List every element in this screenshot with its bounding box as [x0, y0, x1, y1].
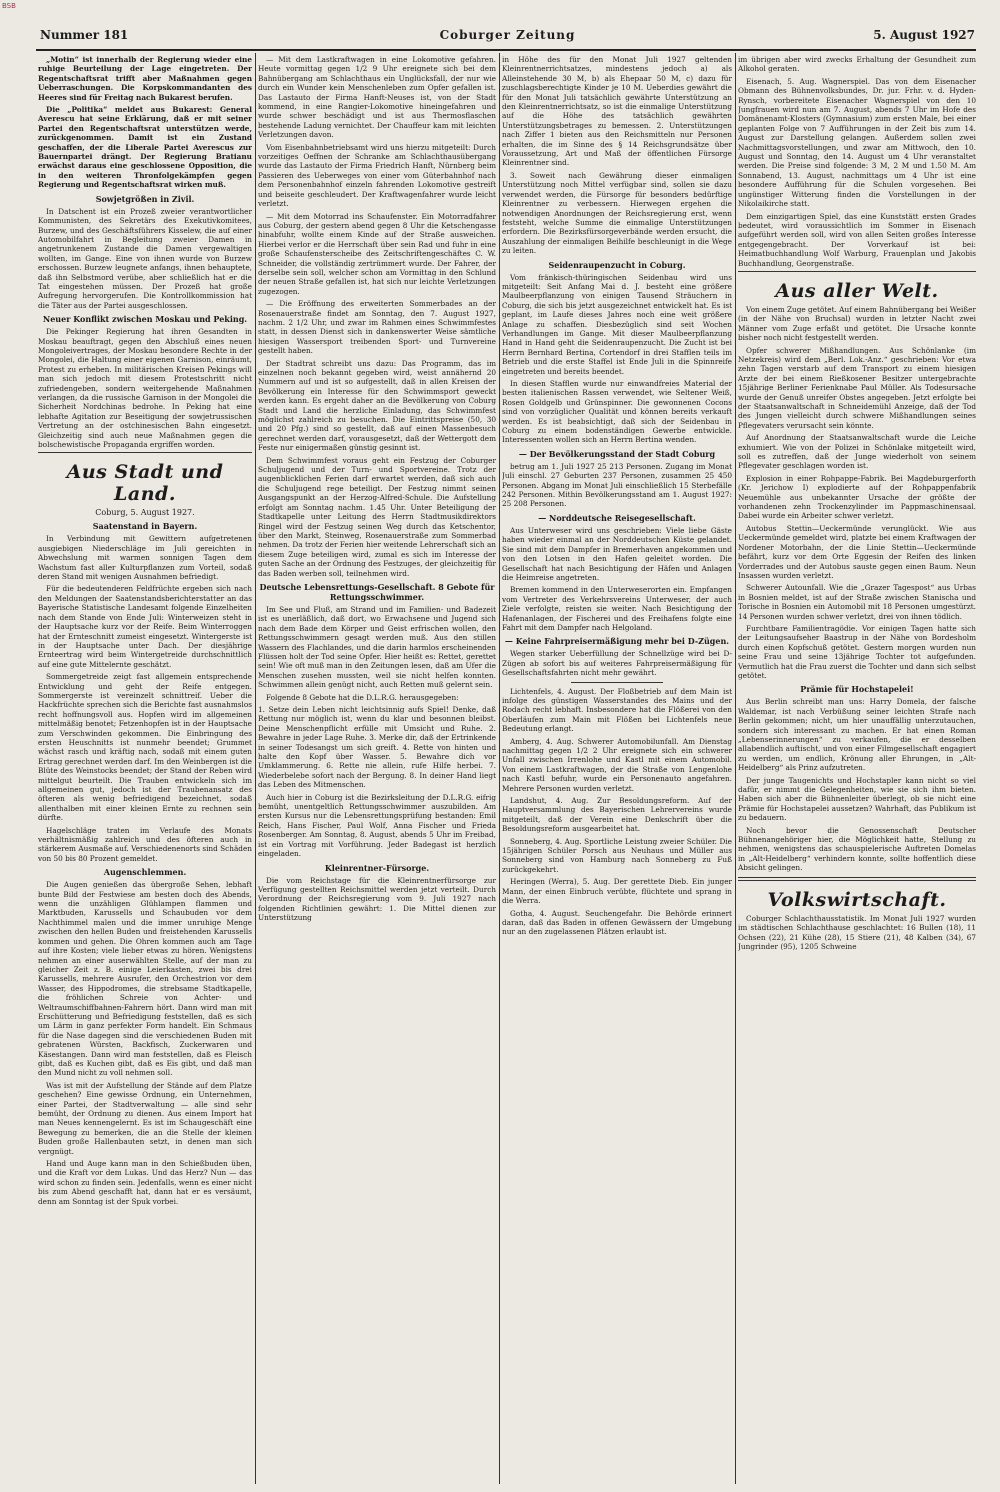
article-paragraph: Von einem Zuge getötet. Auf einem Bahnübergang bei Weißer (in der Nähe von Bruchsal) wurden in letzter Nacht zwei Männer vom Zuge erfaßt und getötet. Die Ursache konnte bisher noch nicht festgestellt werden. — [738, 304, 976, 343]
dateline: Coburg, 5. August 1927. — [95, 508, 195, 518]
column-4 — [738, 55, 976, 1482]
section-heading: Aus aller Welt. — [775, 279, 939, 302]
article-paragraph: Vom fränkisch-thüringischen Seidenbau wird uns mitgeteilt: Seit Anfang Mai d. J. besteht eine größere Maulbeerpflanzung von einigen Tausend Sträuchern in Coburg, die sich bis jetzt ausgezeichnet entwickelt hat. Es ist geplant, im Laufe dieses Jahres noch eine weit größere Anlage zu schaffen. Diesbezüglich sind seit Wochen Verhandlungen im Gange. Mit dieser Maulbeerpflanzung Hand in Hand geht die Seidenraupenzucht. Die Zucht ist bei Herrn Bernhard Bertina, Cortendorf in drei Stafflen teils im Betrieb und die erste Staffel ist Ende Juli in die Spinnreife eingetreten und bereits beendet. — [502, 272, 732, 376]
article-heading: Seidenraupenzucht in Coburg. — [548, 259, 686, 270]
article-paragraph: In diesen Stafflen wurde nur einwandfreies Material der besten italienischen Rassen verwendet, wie Seltener Weiß, Rosen Goldgelb und Grünspinner. Die gewonnenen Cocons sind von vorzüglicher Qualität und können bereits verkauft werden. Es ist beabsichtigt, daß sich der Seidenbau in Coburg zu einem bodenständigen Gewerbe entwickle. Interessenten wollen sich an Herrn Bertina wenden. — [502, 379, 732, 445]
article-paragraph: Autobus Stettin—Ueckermünde verunglückt. Wie aus Ueckermünde gemeldet wird, platzte bei einem Kraftwagen der Nordener Motorbahn, der die Linie Stettin—Ueckermünde befährt, kurz vor dem Orte Eggesin der Reifen des linken Vorderrades und der Autobus sauste gegen einen Baum. Neun Insassen wurden verletzt. — [738, 523, 976, 580]
article-paragraph: Auf Anordnung der Staatsanwaltschaft wurde die Leiche exhumiert. Wie von der Polizei in Schönlake mitgeteilt wird, soll es zutreffen, daß der Junge wiederholt von seinem Pflegevater geschlagen worden ist. — [738, 433, 976, 471]
article-heading: Sowjetgrößen in Zivil. — [95, 193, 195, 204]
article-paragraph: Die Pekinger Regierung hat ihren Gesandten in Moskau beauftragt, gegen den Abschluß eines neuen Mongoleivertrages, der Moskau besondere Rechte in der Mongolei, die Haltung einer eigenen Garnison, einräumt, Protest zu erheben. In militärischen Kreisen Pekings will man sich jedoch mit diesem Protestschritt nicht zufriedengeben, sondern weitergehende Maßnahmen verlangen, da die russische Garnison in der Mongolei die Sicherheit Nordchinas bedrohe. In Peking hat eine lebhafte Agitation zur Beseitigung der sowjetrussischen Vertretung an der ostchinesischen Bahn eingesetzt. Gleichzeitig sind auch neue Maßnahmen gegen die bolschewistische Propaganda ergriffen worden. — [38, 327, 252, 450]
article-paragraph: Coburger Schlachthausstatistik. Im Monat Juli 1927 wurden im städtischen Schlachthause geschlachtet: 16 Bullen (18), 11 Ochsen (22), 21 Kühe (28), 15 Stiere (21), 48 Kalben (34), 67 Jungrinder (95), 1205 Schweine — [738, 913, 976, 951]
section-rule — [38, 452, 252, 453]
article-paragraph: 1. Setze dein Leben nicht leichtsinnig aufs Spiel! Denke, daß Rettung nur möglich ist, wenn du klar und besonnen bleibst. Deine Menschenpflicht erfülle mit Umsicht und Ruhe. 2. Bewahre in jeder Lage Ruhe. 3. Merke dir, daß der Ertrinkende in seiner Todesangst um sich greift. 4. Rette von hinten und halte den Kopf über Wasser. 5. Bewahre dich vor Umklammerung. 6. Rette nie allein, rufe Hilfe herbei. 7. Wiederbelebe sofort nach der Bergung. 8. In deiner Hand liegt das Leben des Mitmenschen. — [258, 705, 496, 790]
article-heading: Augenschlemmen. — [103, 867, 187, 878]
newspaper-title: Coburger Zeitung — [439, 28, 576, 42]
article-heading: — Der Bevölkerungsstand der Stadt Coburg — [518, 448, 716, 459]
article-paragraph: Auch hier in Coburg ist die Bezirksleitung der D.L.R.G. eifrig bemüht, unentgeltlich Rettungsschwimmer auszubilden. Am ersten Kursus nur die Lebensrettungsprüfung bestanden: Emil Reich, Hans Fischer, Paul Wolf, Anna Fischer und Frieda Rosenberger. Am Sonntag, 8. August, abends 5 Uhr im Freibad, ist ein Vortrag mit Vorführung. Jeder Badegast ist herzlich eingeladen. — [258, 792, 496, 859]
article-paragraph: Dem Schwimmfest voraus geht ein Festzug der Coburger Schuljugend und der Turn- und Sportvereine. Trotz der augenblicklichen Ferien darf erwartet werden, daß sich auch die Schuljugend rege beteiligt. Der Festzug nimmt seinen Ausgangspunkt an der Herzog-Alfred-Schule. Die Aufstellung erfolgt am Sonntag nachm. 1.45 Uhr. Unter Beteiligung der Stadtkapelle unter Leitung des Herrn Stadtmusikdirektors Ringel wird der Festzug seinen Weg durch das Ketschentor, über den Markt, Steinweg, Rosenauerstraße zum Sommerbad nehmen. Da trotz der Ferien hier weitende Lehrerschaft sich an diesem Zuge beteiligen wird, zumal es sich im Interesse der guten Sache an der Ordnung des Festzuges, der gleichzeitig für das Baden werben soll, teilnehmen wird. — [258, 455, 496, 578]
article-paragraph: Noch bevor die Genossenschaft Deutscher Bühnenangehöriger hier, die Möglichkeit hatte, Stellung zu nehmen, wenigstens das schauspielerische Auftreten Domelas in „Alt-Heidelberg“ verhindern konnte, sollte hoffentlich diese Absicht gelingen. — [738, 825, 976, 873]
column-divider — [499, 53, 500, 1484]
article-paragraph: In Verbindung mit Gewittern aufgetretenen ausgiebigen Niederschläge im Juli gereichten in Abwechslung mit warmen sonnigen Tagen dem Wachstum fast aller Kulturpflanzen zum Vorteil, sodaß deren Stand mit wenigen Ausnahmen befriedigt. — [38, 534, 252, 582]
section-rule — [738, 271, 976, 272]
article-paragraph: im übrigen aber wird zwecks Erhaltung der Gesundheit zum Alkohol geraten. — [738, 55, 976, 74]
article-heading: Prämie für Hochstapelei! — [800, 684, 914, 695]
article-paragraph: Sonneberg, 4. Aug. Sportliche Leistung zweier Schüler. Die 15jährigen Schüler Porsch aus Neuhaus und Müller aus Sonneberg sind von Hamburg nach Sonneberg zu Fuß zurückgekehrt. — [502, 836, 732, 874]
article-paragraph: In Datschent ist ein Prozeß zweier verantwortlicher Kommunisten, des Sekretärs des Exekutivkomitees, Burzew, und des Geschäftsführers Kisselew, die auf einer Automobilfahrt in Begleitung zweier Damen in angetrunkenem Zustande die Damen vergewaltigen wollten, im Gange. Eine von ihnen wurde von Burzew erschossen. Burzew leugnete anfangs, ihnen behauptete, daß ihn Selbstmord verübe, aber schließlich hat er die Tat eingestehen müssen. Der Prozeß hat große Aufregung hervorgerufen. Die Kontrollkommission hat die Täter aus der Partei ausgeschlossen. — [38, 206, 252, 310]
article-paragraph: Der junge Taugenichts und Hochstapler kann nicht so viel dafür, er nimmt die Gelegenheiten, wie sie sich ihm bieten. Haben sich aber die Bühnenleiter überlegt, ob sie nicht eine Prämie für Hochstapelei aussetzen? Wahrhaft, das Publikum ist zu bedauern. — [738, 775, 976, 823]
article-paragraph: Bremen kommend in den Unterweserorten ein. Empfangen vom Vertreter des Verkehrsvereins Unterweser, der auch Ziele verfolgte, reisten sie weiter. Nach Besichtigung der Hafenanlagen, der Fischerei und des Freihafens folgte eine Fahrt mit dem Dampfer nach Helgoland. — [502, 585, 732, 632]
article-paragraph: Gotha, 4. August. Seuchengefahr. Die Behörde erinnert daran, daß das Baden in offenen Gewässern der Umgebung nur an den zugelassenen Plätzen erlaubt ist. — [502, 908, 732, 937]
article-paragraph: — Die Eröffnung des erweiterten Sommerbades an der Rosenauerstraße findet am Sonntag, den 7. August 1927, nachm. 2 1/2 Uhr, und zwar im Rahmen eines Schwimmfestes statt, in dessen Dienst sich in dankenswerter Weise sämtliche hiesigen Wassersport treibenden Sport- und Turnvereine gestellt haben. — [258, 299, 496, 356]
separator — [571, 682, 663, 683]
section-heading: Aus Stadt und Land. — [66, 461, 224, 506]
masthead — [40, 28, 975, 48]
article-paragraph: Explosion in einer Rohpappe-Fabrik. Bei Magdeburgerforth (Kr. Jerichow I) explodierte auf der Rohpappenfabrik Neuemühle aus unbekannter Ursache der größte der vorhandenen zehn Trockenzylinder im Pappmaschinensaal. Dabei wurde ein Arbeiter schwer verletzt. — [738, 473, 976, 521]
column-1 — [38, 55, 252, 1482]
column-3 — [502, 55, 732, 1482]
article-paragraph: Hand und Auge kann man in den Schießbuden üben, und die Kraft vor dem Lukas. Und das Herz? Nun — das wird schon zu finden sein. Jedenfalls, wenn es einer nicht bis zum Abend geschafft hat, dann hat er es versäumt, denn am Sonntag ist der Spuk vorbei. — [38, 1159, 252, 1206]
article-paragraph: Opfer schwerer Mißhandlungen. Aus Schönlanke (im Netzekreis) wird dem „Berl. Lok.-Anz.“ geschrieben: Vor etwa zehn Tagen verstarb auf dem Transport zu einem hiesigen Arzte der bei einem Rießkosener Besitzer untergebrachte 15jährige Berliner Ferienknabe Paul Müller. Als Todesursache wurde der Genuß unreifer Obstes angegeben. Jetzt erfolgte bei der Staatsanwaltschaft in Schneidemühl Anzeige, daß der Tod des Jungen vielleicht durch schwere Mißhandlungen seines Pflegevaters verursacht sein könnte. — [738, 345, 976, 430]
article-paragraph: Wegen starker Ueberfüllung der Schnellzüge wird bei D-Zügen ab sofort bis auf weiteres Fahrpreisermäßigung für Gesellschaftsfahrten nicht mehr gewährt. — [502, 649, 732, 678]
article-paragraph: Vom Eisenbahnbetriebsamt wird uns hierzu mitgeteilt: Durch vorzeitiges Oeffnen der Schranke am Schlachthausübergang wurde das Lastauto der Firma Friedrich Hanft, Nürnberg beim Passieren des Ueberweges von einer vom Güterbahnhof nach dem Personenbahnhof einzeln fahrenden Lokomotive gestreift und beiseite geschleudert. Der Kraftwagenfahrer wurde leicht verletzt. — [258, 142, 496, 209]
article-paragraph: Schwerer Autounfall. Wie die „Grazer Tagespost“ aus Urbas in Bosnien meldet, ist auf der Straße zwischen Stanischa und Torische in Bosnien ein Automobil mit 18 Personen umgestürzt. 14 Personen wurden schwer verletzt, drei von ihnen tödlich. — [738, 583, 976, 621]
column-2 — [258, 55, 496, 1482]
article-heading: Saatenstand in Bayern. — [92, 521, 198, 532]
article-paragraph: Landshut, 4. Aug. Zur Besoldungsreform. Auf der Hauptversammlung des Bayerischen Lehrervereins wurde mitgeteilt, daß der Verein eine Denkschrift über die Besoldungsreform ausgearbeitet hat. — [502, 796, 732, 834]
section-heading: Volkswirtschaft. — [767, 888, 947, 911]
article-heading: Neuer Konflikt zwischen Moskau und Peking. — [42, 314, 248, 325]
article-paragraph: Aus Berlin schreibt man uns: Harry Domela, der falsche Waldemar, ist nach Verbüßung seiner leichten Strafe nach Berlin gekommen; nicht, um hier unauffällig unterzutauchen, sondern sich interessant zu machen. Er hat einen Roman „Lebenserinnerungen“ zu verkaufen, die er desselben allabendlich auftischt, und von einer Filmgesellschaft engagiert zu werden, um endlich, Krönung aller Ehrungen, in „Alt-Heidelberg“ als Prinz aufzutreten. — [738, 697, 976, 773]
article-heading: Deutsche Lebensrettungs-Gesellschaft. 8 Gebote für Rettungsschwimmer. — [259, 581, 495, 602]
column-divider — [735, 53, 736, 1484]
article-paragraph: Die „Politika“ meldet aus Bukarest: General Averescu hat seine Erklärung, daß er mit seiner Partei den Regentschaftsrat unterstützen werde, zurückgenommen. Damit ist ein Zustand geschaffen, der die Liberale Partei Averescus zur Bauernpartei drängt. Der Regierung Bratianu erwächst daraus eine geschlossene Opposition, die in den weiteren Thronfolgekämpfen gegen Regierung und Regentschaftsrat wirken muß. — [38, 105, 252, 190]
column-divider — [255, 53, 256, 1484]
article-paragraph: Aus Unterweser wird uns geschrieben: Viele liebe Gäste haben wieder einmal an der Norddeutschen Küste gelandet. Sie sind mit dem Dampfer in Bremerhaven angekommen und von den Lotsen in den Hafen geleitet worden. Die Gesellschaft hat nach Besichtigung der Häfen und Anlagen die Heimreise angetreten. — [502, 525, 732, 582]
section-rule — [738, 877, 976, 881]
article-heading: — Norddeutsche Reisegesellschaft. — [538, 512, 696, 523]
article-paragraph: Die vom Reichstage für die Kleinrentnerfürsorge zur Verfügung gestellten Reichsmittel werden jetzt verteilt. Durch Verordnung der Reichsregierung vom 9. Juli 1927 nach folgenden Richtlinien gewährt: 1. Die Mittel dienen zur Unterstützung — [258, 875, 496, 923]
article-paragraph: Dem einzigartigen Spiel, das eine Kunststätt ersten Grades bedeutet, wird voraussichtlich im Sommer in Eisenach aufgeführt werden soll, wird von allen Seiten großes Interesse entgegengebracht. Der Vorverkauf ist bei: Heimatbuchhandlung Wolf Warburg, Frauenplan und Jakobis Buchhandlung, Georgenstraße. — [738, 211, 976, 268]
article-paragraph: Furchtbare Familientragödie. Vor einigen Tagen hatte sich der Leitungsaufseher Baastrup in der Nähe von Bordesholm durch einen Kopfschuß getötet. Gestern morgen wurden nun seine Frau und seine 13jährige Tochter tot aufgefunden. Vermutlich hat die Frau zuerst die Tochter und dann sich selbst getötet. — [738, 623, 976, 680]
article-paragraph: Im See und Fluß, am Strand und im Familien- und Badezeit ist es unerläßlich, daß dort, wo Erwachsene und Jugend sich nach dem Bade dem Körper und Geist erfrischen wollen, den Rettungsschwimmern gesagt werden muß. Aus den stillen Wassern des Flachlandes, und die darin harmlos erscheinenden Flüssen holt der Tod seine Opfer. Hier heißt es: Rettet, gerettet sein! Wie oft muß man in den Zeitungen lesen, daß am Ufer die Menschen zusehen mussten, weil sie nicht helfen konnten. Schwimmen allein genügt nicht, auch Retten muß gelernt sein. — [258, 604, 496, 690]
article-heading: Kleinrentner-Fürsorge. — [324, 862, 430, 873]
article-paragraph: Lichtenfels, 4. August. Der Floßbetrieb auf dem Main ist infolge des günstigen Wasserstandes des Mains und der Rodach recht lebhaft. Insbesondere hat die Flößerei von den Oberläufen zum Main mit Flößen bei Lichtenfels neue Bedeutung erlangt. — [502, 686, 732, 734]
article-paragraph: „Motin“ ist innerhalb der Regierung wieder eine ruhige Beurteilung der Lage eingetreten. Der Regentschaftsrat trifft aber Maßnahmen gegen Ueberraschungen. Die Korpskommandanten des Heeres sind für Freitag nach Bukarest berufen. — [38, 55, 252, 102]
article-paragraph: Was ist mit der Aufstellung der Stände auf dem Platze geschehen? Eine gewisse Ordnung, ein Unternehmen, einer Partei, der Stadtverwaltung — alle sind sehr bemüht, der Ordnung zu dienen. Aus einem Import hat man Neues kennengelernt. Es ist im Schaugeschäft eine Bewegung zu bemerken, die an die Stelle der kleinen Buden große Hallenbauten setzt, in denen man sich vergnügt. — [38, 1080, 252, 1156]
article-paragraph: — Mit dem Lastkraftwagen in eine Lokomotive gefahren. Heute vormittag gegen 1/2 9 Uhr ereignete sich bei dem Bahnübergang am Schlachthaus ein Unglücksfall, der nur wie durch ein Wunder kein Menschenleben zum Opfer gefallen ist. Das Lastauto der Firma Hanft-Neuses ist, von der Stadt kommend, in eine Rangier-Lokomotive hineingefahren und wurde schwer beschädigt und ist aus Thermosflaschen bestehende Ladung vernichtet. Der Chauffeur kam mit leichten Verletzungen davon. — [258, 55, 496, 140]
issue-number: Nummer 181 — [40, 28, 129, 42]
masthead-rule — [36, 49, 976, 51]
article-paragraph: 3. Soweit nach Gewährung dieser einmaligen Unterstützung noch Mittel verfügbar sind, sollen sie dazu verwendet werden, die Fürsorge für besonders bedürftige Kleinrentner zu verbessern. Hierwegen ergehen die notwendigen Anordnungen der Reichsregierung erst, wenn feststeht, welche Summe die einmalige Unterstützungen erfordern. Die Bezirksfürsorgeverbände werden ersucht, die Auszahlung der einmaligen Beihilfe beschleunigt in die Wege zu leiten. — [502, 170, 732, 256]
article-heading: — Keine Fahrpreisermäßigung mehr bei D-Zügen. — [504, 636, 730, 647]
article-paragraph: Amberg, 4. Aug. Schwerer Automobilunfall. Am Dienstag nachmittag gegen 1/2 2 Uhr ereignete sich ein schwerer Unfall zwischen Irrenlohe und Kastl mit einem Automobil. Von einem Lastkraftwagen, der die Straße von Lengenlohe nach Kastl befuhr, wurde ein Personenauto angefahren. Mehrere Personen wurden verletzt. — [502, 736, 732, 793]
article-paragraph: in Höhe des für den Monat Juli 1927 geltenden Kleinrentnerrichtsatzes, mindestens jedoch a) als Alleinstehende 30 M, b) als Ehepaar 50 M, c) dazu für zuschlagsberechtigte Kinder je 10 M. Ueberdies gewährt die für den Monat Juli tatsächlich gewährte Unterstützung an den Kleinrentnerrichtsatz, so ist die einmalige Unterstützung auf die Höhe des tatsächlich gewährten Unterstützungsbetrages zu bemessen. 2. Unterstützungen nach Ziffer 1 bieten aus den Reichsmitteln nur Personen erhalten, die im Sinne des § 14 Reichsgrundsätze über Voraussetzung, Art und Maß der öffentlichen Fürsorge Kleinrentner sind. — [502, 55, 732, 168]
issue-date: 5. August 1927 — [873, 28, 975, 42]
article-paragraph: — Mit dem Motorrad ins Schaufenster. Ein Motorradfahrer aus Coburg, der gestern abend gegen 8 Uhr die Ketschengasse hinabfuhr, wollte einem Kinde auf der Straße ausweichen. Hierbei verlor er die Herrschaft über sein Rad und fuhr in eine große Schaufensterscheibe des Zeitschriftengeschäftes C. W. Schneider, die vollständig zertrümmert wurde. Der Fahrer, der derselbe sein soll, welcher schon am Vormittag in den Schlund der neuen Straße gefallen ist, hat sich nur leichte Verletzungen zugezogen. — [258, 211, 496, 296]
article-paragraph: Hagelschläge traten im Verlaufe des Monats verhältnismäßig zahlreich und des öfteren auch in stärkerem Ausmaße auf. Verschiedenenorts sind Schäden von 50 bis 80 Prozent gemeldet. — [38, 825, 252, 863]
article-paragraph: Eisenach, 5. Aug. Wagnerspiel. Das von dem Eisenacher Obmann des Bühnenvolksbundes, Dr. jur. Frhr. v. d. Hyden-Rynsch, vorbereitete Eisenacher Wagnerspiel von den 10 Jungfrauen wird nun am 7. August, abends 7 Uhr im Hofe des Domänenamt-Klosters (Gymnasium) zum ersten Male, bei einer geplanten Folge von 7 Aufführungen in der Zeit bis zum 14. August zur Darstellung gelangen. Außerdem sollen zwei Nachmittagsvorstellungen, und zwar am Mittwoch, den 10. August und Sonntag, den 14. August um 4 Uhr veranstaltet werden. Die Preise sind folgende: 3 M, 2 M und 1.50 M. Am Sonnabend, 13. August, nachmittags um 4 Uhr ist eine besondere Aufführung für die Schulen vorgesehen. Bei ungünstiger Witterung finden die Vorstellungen in der Nikolaikirche statt. — [738, 76, 976, 209]
article-paragraph: Die Augen genießen das übergroße Sehen, lebhaft bunte Bild der Festwiese am besten doch des Abends, wenn die unzähligen Glühlampen flammen und Marktbuden, Karussells und Schaubuden vor dem Nachthimmel malen und die immer unruhige Menge zwischen den hellen Buden und freistehenden Karussells kommen und gehen. Die Ohren kommen auch am Tage auf ihre Kosten; viele lieber etwas zu hören. Wenigstens nehmen an einer auserwählten Stelle, auf der man zu gleicher Zeit z. B. einige Leierkasten, zwei bis drei Karussells, mehrere Ausrufer, den Orchestrion vor dem Wasser, des Hippodromes, die strebsame Stadtkapelle, die fröhlichen Schreie von Achter- und Weltraumschiffbahnen-Fahrern hört. Dann wird man mit Erschütterung und Befriedigung feststellen, daß es sich um Lärm in ganz perfekter Form handelt. Ein Schmaus für die Nase dagegen sind die verschiedenen Buden mit gebratenen Würsten, Backfisch, Zuckerwaren und Käsestangen. Dann wird man feststellen, daß es Fleisch gibt, daß es Kuchen gibt, daß es Eis gibt, und daß man den Mund nicht zu voll nehmen soll. — [38, 880, 252, 1078]
article-paragraph: Für die bedeutenderen Feldfrüchte ergeben sich nach den Meldungen der Saatenstandsberichterstatter an das Bayerische Statistische Landesamt folgende Einzelheiten nach dem Stande von Ende Juli: Winterweizen steht in der Hauptsache kurz vor der Reife. Beim Winterroggen hat der Ernteschnitt zumeist eingesetzt. Wintergerste ist in der Hauptsache unter Dach. Der diesjährige Ernteertrag wird beim Wintergetreide durchschnittlich auf eine gute Mittelernte geschätzt. — [38, 584, 252, 669]
article-paragraph: Sommergetreide zeigt fast allgemein entsprechende Entwicklung und geht der Reife entgegen. Sommergerste ist vereinzelt schnittreif. Ueber die Hackfrüchte sprechen sich die Berichte fast ausnahmslos recht hoffnungsvoll aus. Hopfen wird im allgemeinen mittelmäßig benotet; Fetzenhopfen ist in der Hauptsache zum Verschwinden gekommen. Die Einbringung des ersten Heuschnitts ist nunmehr beendet; Grummet wächst rasch und kräftig nach, sodaß mit einem guten Ertrag gerechnet werden darf. Im den Weinbergen ist die Blüte des Weinstocks beendet; der Stand der Reben wird mittelgut beurteilt. Die Trauben entwickeln sich im allgemeinen gut, jedoch ist der Traubenansatz des öfteren als wenig befriedigend bezeichnet, sodaß allenthalben mit einer kleinen Ernte zu rechnen sein dürfte. — [38, 672, 252, 823]
article-paragraph: Der Stadtrat schreibt uns dazu: Das Programm, das im einzelnen noch bekannt gegeben wird, weist annähernd 20 Nummern auf und ist so aufgestellt, daß in allen Kreisen der Bevölkerung ein Interesse für den Schwimmsport geweckt werden kann. Es ergeht daher an die Bevölkerung von Coburg Stadt und Land die herzliche Einladung, das Schwimmfest möglichst zahlreich zu besuchen. Die Eintrittspreise (50, 30 und 20 Pfg.) sind so gestellt, daß auf einen Massenbesuch gerechnet werden darf, vorausgesetzt, daß der Wettergott dem Feste nur einigermaßen günstig gesinnt ist. — [258, 358, 496, 453]
article-paragraph: betrug am 1. Juli 1927 25 213 Personen. Zugang im Monat Juli einschl. 27 Geburten 237 Personen, zusammen 25 450 Personen. Abgang im Monat Juli einschließlich 15 Sterbefälle 242 Personen. Mithin Bevölkerungsstand am 1. August 1927: 25 208 Personen. — [502, 461, 732, 509]
watermark: BSB — [2, 2, 16, 10]
article-paragraph: Heringen (Werra), 5. Aug. Der gerettete Dieb. Ein junger Mann, der einen Einbruch verübte, flüchtete und sprang in die Werra. — [502, 877, 732, 906]
article-paragraph: Folgende 8 Gebote hat die D.L.R.G. herausgegeben: — [266, 692, 459, 702]
